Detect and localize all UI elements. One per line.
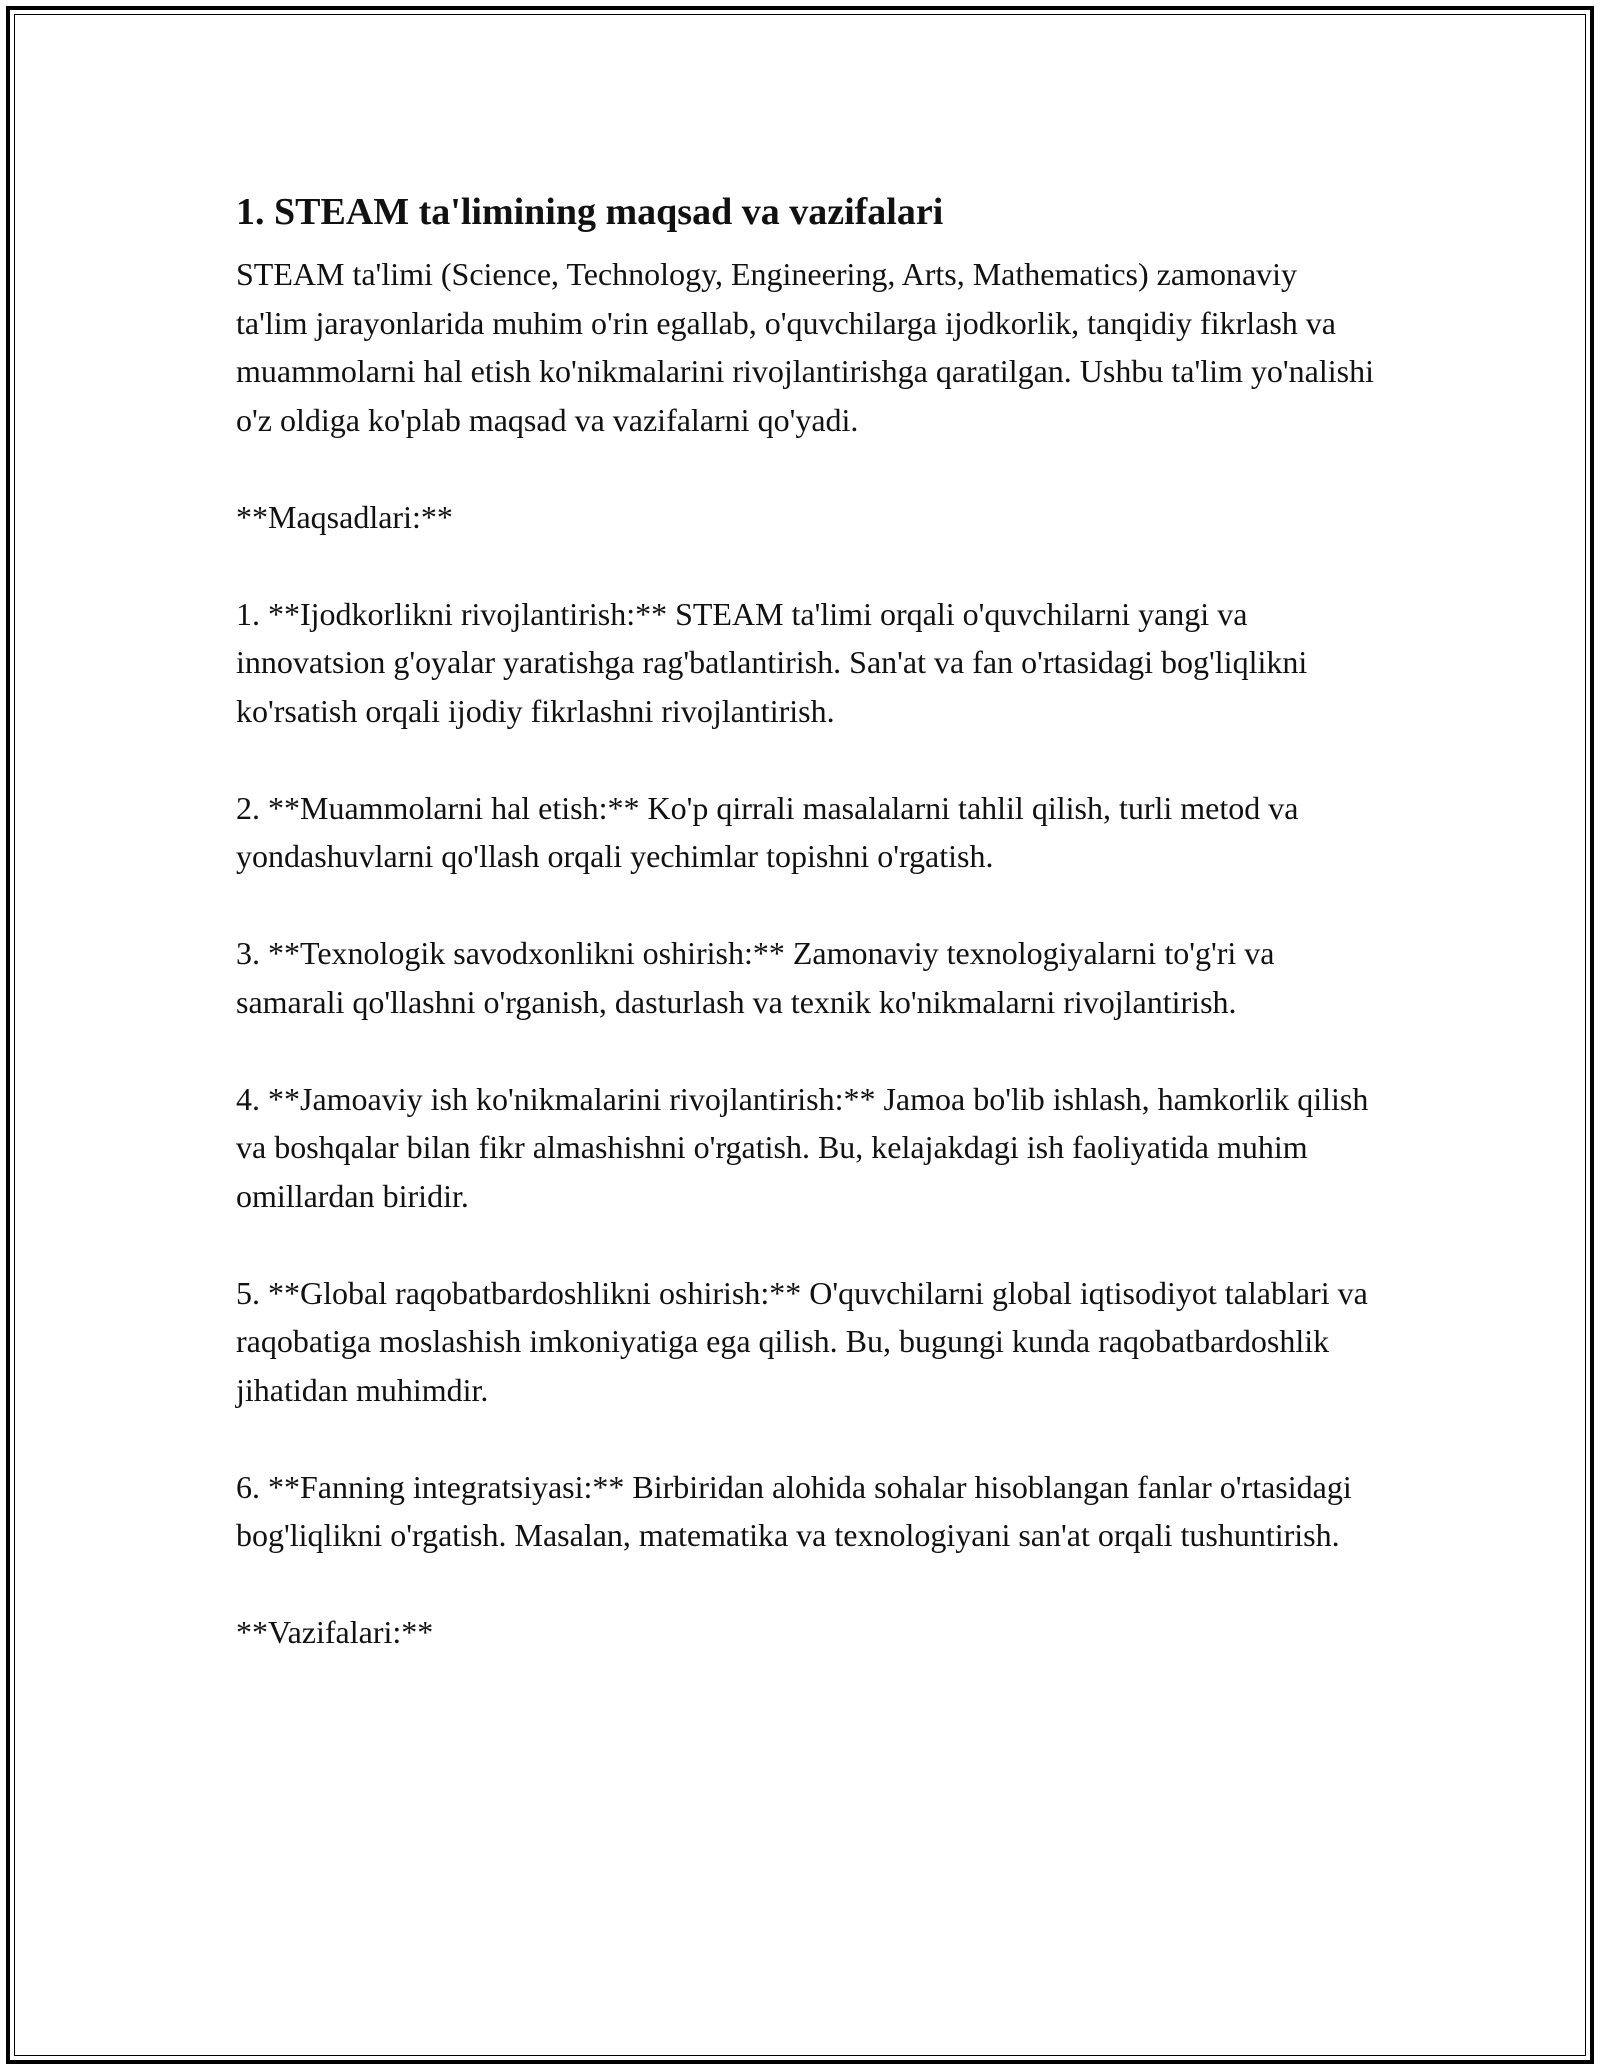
tasks-heading: **Vazifalari:** <box>236 1614 434 1650</box>
goal-item-5: 5. **Global raqobatbardoshlikni oshirish:** O'quvchilarni global iqtisodiyot talablari va raqobatiga moslashish imkoniyatiga ega qilish. Bu, bugungi kunda raqobatbardoshlik jihatidan muhimdir. <box>236 1274 1368 1408</box>
goals-heading: **Maqsadlari:** <box>236 498 453 535</box>
document-title: 1. STEAM ta'limining maqsad va vazifalari <box>236 191 944 233</box>
goal-item-2: 2. **Muammolarni hal etish:** Ko'p qirrali masalalarni tahlil qilish, turli metod va yondashuvlarni qo'llash orqali yechimlar topishni o'rgatish. <box>236 789 1299 874</box>
intro-paragraph: STEAM ta'limi (Science, Technology, Engineering, Arts, Mathematics) zamonaviy ta'lim jarayonlarida muhim o'rin egallab, o'quvchilarga ijodkorlik, tanqidiy fikrlash va muammolarni hal etish ko'nikmalarini rivojlantirishga qaratilgan. Ushbu ta'lim yo'nalishi o'z oldiga ko'plab maqsad va vazifalarni qo'yadi. <box>236 256 1374 438</box>
goal-item-6: 6. **Fanning integratsiyasi:** Birbiridan alohida sohalar hisoblangan fanlar o'rtasidagi bog'liqlikni o'rgatish. Masalan, matematika va texnologiyani san'at orqali tushuntirish. <box>236 1468 1352 1553</box>
document-body <box>236 186 1376 1705</box>
goal-item-4: 4. **Jamoaviy ish ko'nikmalarini rivojlantirish:** Jamoa bo'lib ishlash, hamkorlik qilish va boshqalar bilan fikr almashishni o'rgatish. Bu, kelajakdagi ish faoliyatida muhim omillardan biridir. <box>236 1080 1369 1214</box>
goal-item-3: 3. **Texnologik savodxonlikni oshirish:** Zamonaviy texnologiyalarni to'g'ri va samarali qo'llashni o'rganish, dasturlash va texnik ko'nikmalarni rivojlantirish. <box>236 935 1275 1020</box>
goal-item-1: 1. **Ijodkorlikni rivojlantirish:** STEAM ta'limi orqali o'quvchilarni yangi va innovatsion g'oyalar yaratishga rag'batlantirish. San'at va fan o'rtasidagi bog'liqlikni ko'rsatish orqali ijodiy fikrlashni rivojlantirish. <box>236 595 1308 729</box>
